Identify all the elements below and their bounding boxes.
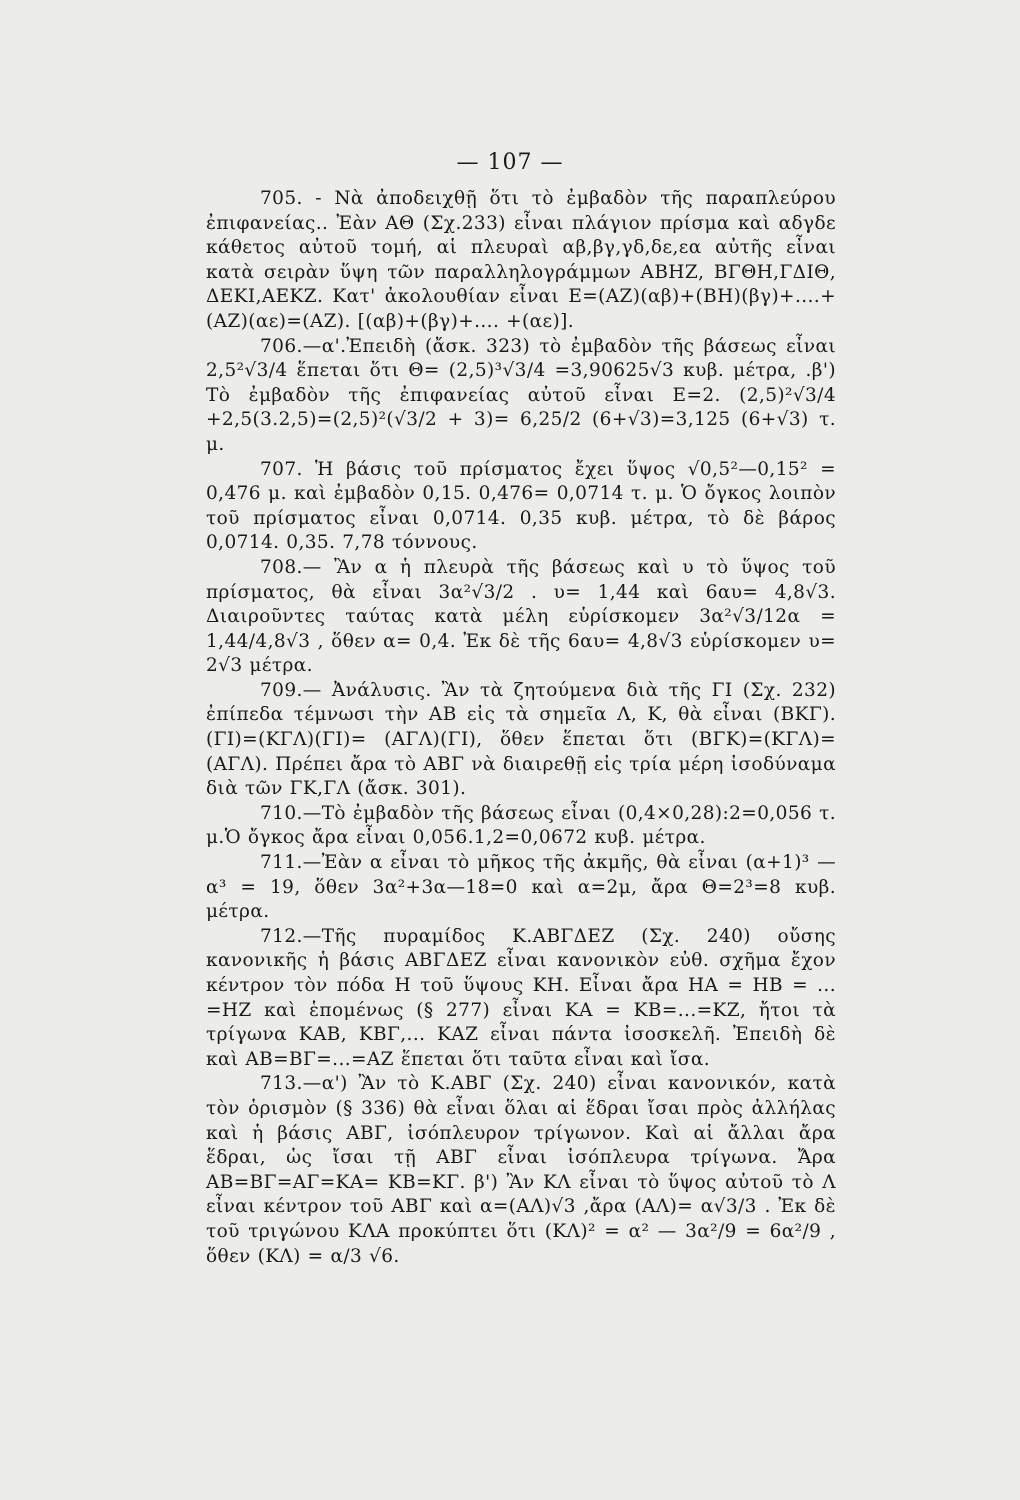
page-body	[206, 187, 836, 1269]
exercise-709: 709.— Ἀνάλυσις. Ἂν τὰ ζητούμενα διὰ τῆς ΓΙ (Σχ. 232) ἐπίπεδα τέμνωσι τὴν ΑΒ εἰς τὰ σημεῖα Λ, Κ, θὰ εἶναι (ΒΚΓ).(ΓΙ)=(ΚΓΛ)(ΓΙ)= (ΑΓΛ)(ΓΙ), ὅθεν ἕπεται ὅτι (ΒΓΚ)=(ΚΓΛ)=(ΑΓΛ). Πρέπει ἄρα τὸ ΑΒΓ νὰ διαιρεθῇ εἰς τρία μέρη ἰσοδύναμα διὰ τῶν ΓΚ,ΓΛ (ἄσκ. 301).	[206, 679, 836, 800]
exercise-706: 706.—α'.Ἐπειδὴ (ἄσκ. 323) τὸ ἐμβαδὸν τῆς βάσεως εἶναι 2,5²√3/4 ἕπεται ὅτι Θ= (2,5)³√3/4 =3,90625√3 κυβ. μέτρα, .β') Τὸ ἐμβαδὸν τῆς ἐπιφανείας αὐτοῦ εἶναι Ε=2. (2,5)²√3/4 +2,5(3.2,5)=(2,5)²(√3/2 + 3)= 6,25/2 (6+√3)=3,125 (6+√3) τ. μ.	[206, 335, 836, 455]
exercise-705: 705. - Νὰ ἀποδειχθῇ ὅτι τὸ ἐμβαδὸν τῆς παραπλεύρου ἐπιφανείας.. Ἐὰν ΑΘ (Σχ.233) εἶναι πλάγιον πρίσμα καὶ αδγδε κάθετος αὐτοῦ τομή, αἱ πλευραὶ αβ,βγ,γδ,δε,εα αὐτῆς εἶναι κατὰ σειρὰν ὕψη τῶν παραλληλογράμμων ΑΒΗΖ, ΒΓΘΗ,ΓΔΙΘ, ΔΕΚΙ,ΑΕΚΖ. Κατ' ἀκολουθίαν εἶναι Ε=(ΑΖ)(αβ)+(ΒΗ)(βγ)+....+(ΑΖ)(αε)=(ΑΖ). [(αβ)+(βγ)+.... +(αε)].	[206, 188, 836, 332]
page-number-header: — 107 —	[456, 150, 564, 175]
exercise-710: 710.—Τὸ ἐμβαδὸν τῆς βάσεως εἶναι (0,4×0,28):2=0,056 τ. μ.Ὁ ὄγκος ἄρα εἶναι 0,056.1,2=0,0672 κυβ. μέτρα.	[206, 802, 836, 849]
exercise-711: 711.—Ἐὰν α εἶναι τὸ μῆκος τῆς ἀκμῆς, θὰ εἶναι (α+1)³ — α³ = 19, ὅθεν 3α²+3α—18=0 καὶ α=2μ, ἄρα Θ=2³=8 κυβ. μέτρα.	[206, 852, 836, 923]
exercise-707: 707. Ἡ βάσις τοῦ πρίσματος ἔχει ὕψος √0,5²—0,15² = 0,476 μ. καὶ ἐμβαδὸν 0,15. 0,476= 0,0714 τ. μ. Ὁ ὄγκος λοιπὸν τοῦ πρίσματος εἶναι 0,0714. 0,35 κυβ. μέτρα, τὸ δὲ βάρος 0,0714. 0,35. 7,78 τόννους.	[206, 458, 836, 554]
exercise-712: 712.—Τῆς πυραμίδος Κ.ΑΒΓΔΕΖ (Σχ. 240) οὔσης κανονικῆς ἡ βάσις ΑΒΓΔΕΖ εἶναι κανονικὸν εὐθ. σχῆμα ἔχον κέντρον τὸν πόδα Η τοῦ ὕψους ΚΗ. Εἶναι ἄρα ΗΑ = ΗΒ = ... =ΗΖ καὶ ἑπομένως (§ 277) εἶναι ΚΑ = ΚΒ=...=ΚΖ, ἤτοι τὰ τρίγωνα ΚΑΒ, ΚΒΓ,... ΚΑΖ εἶναι πάντα ἰσοσκελῆ. Ἐπειδὴ δὲ καὶ ΑΒ=ΒΓ=...=ΑΖ ἕπεται ὅτι ταῦτα εἶναι καὶ ἴσα.	[206, 925, 836, 1070]
exercise-708: 708.— Ἂν α ἡ πλευρὰ τῆς βάσεως καὶ υ τὸ ὕψος τοῦ πρίσματος, θὰ εἶναι 3α²√3/2 . υ= 1,44 καὶ 6αυ= 4,8√3. Διαιροῦντες ταύτας κατὰ μέλη εὑρίσκομεν 3α²√3/12α = 1,44/4,8√3 , ὅθεν α= 0,4. Ἐκ δὲ τῆς 6αυ= 4,8√3 εὑρίσκομεν υ= 2√3 μέτρα.	[206, 556, 836, 677]
exercise-713: 713.—α') Ἂν τὸ Κ.ΑΒΓ (Σχ. 240) εἶναι κανονικόν, κατὰ τὸν ὁρισμὸν (§ 336) θὰ εἶναι ὅλαι αἱ ἕδραι ἴσαι πρὸς ἀλλήλας καὶ ἡ βάσις ΑΒΓ, ἰσόπλευρον τρίγωνον. Καὶ αἱ ἄλλαι ἄρα ἕδραι, ὡς ἴσαι τῇ ΑΒΓ εἶναι ἰσόπλευρα τρίγωνα. Ἄρα ΑΒ=ΒΓ=ΑΓ=ΚΑ= ΚΒ=ΚΓ. β') Ἂν ΚΛ εἶναι τὸ ὕψος αὐτοῦ τὸ Λ εἶναι κέντρον τοῦ ΑΒΓ καὶ α=(ΑΛ)√3 ,ἄρα (ΑΛ)= α√3/3 . Ἐκ δὲ τοῦ τριγώνου ΚΛΑ προκύπτει ὅτι (ΚΛ)² = α² — 3α²/9 = 6α²/9 , ὅθεν (ΚΛ) = α/3 √6.	[206, 1073, 836, 1267]
